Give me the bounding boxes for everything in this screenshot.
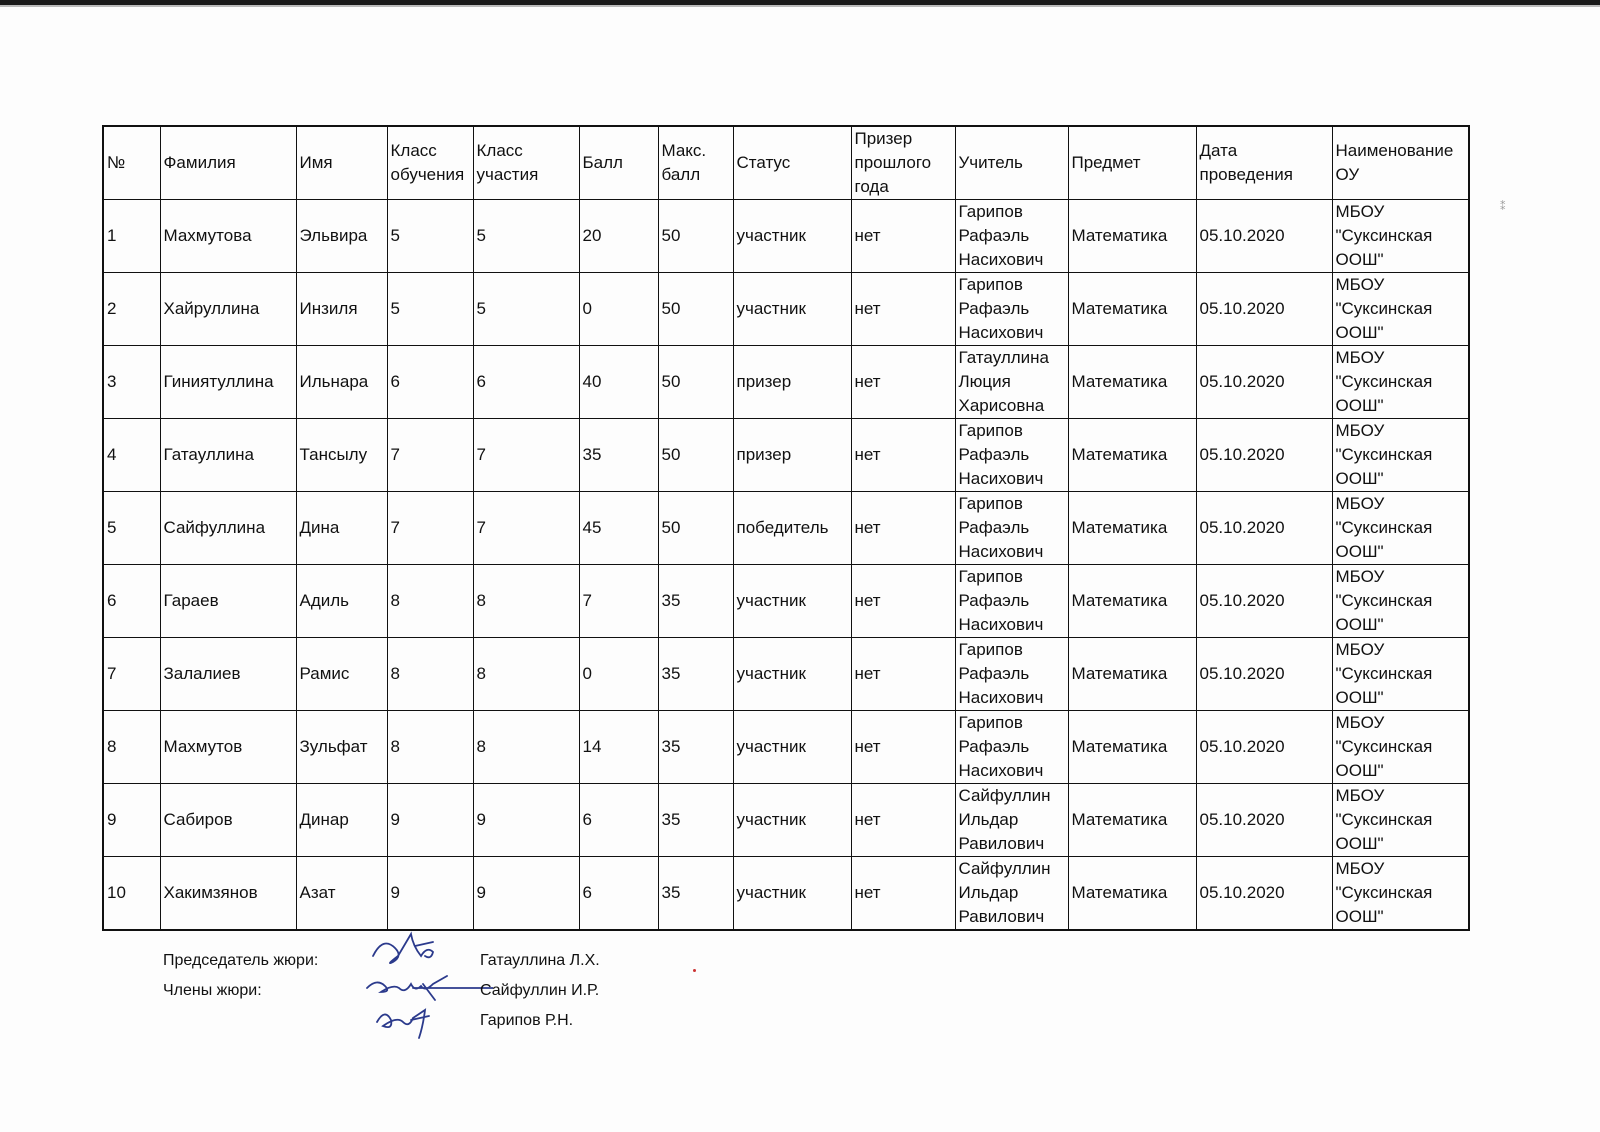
cell-study-grade: 7: [387, 419, 473, 492]
header-participation-grade: Класс участия: [473, 126, 579, 200]
cell-max-score: 50: [658, 200, 733, 273]
cell-subject: Математика: [1068, 419, 1196, 492]
cell-max-score: 35: [658, 857, 733, 931]
cell-date: 05.10.2020: [1196, 419, 1332, 492]
cell-score: 6: [579, 857, 658, 931]
cell-subject: Математика: [1068, 784, 1196, 857]
cell-last-year-prize: нет: [851, 638, 955, 711]
cell-date: 05.10.2020: [1196, 857, 1332, 931]
cell-teacher: Гарипов Рафаэль Насихович: [955, 711, 1068, 784]
cell-name: Эльвира: [296, 200, 387, 273]
cell-school: МБОУ "Суксинская ООШ": [1332, 565, 1469, 638]
cell-max-score: 50: [658, 492, 733, 565]
cell-date: 05.10.2020: [1196, 273, 1332, 346]
member-name: Гарипов Р.Н.: [480, 1012, 574, 1029]
cell-score: 20: [579, 200, 658, 273]
table-body: [103, 200, 1469, 931]
cell-teacher: Гарипов Рафаэль Насихович: [955, 419, 1068, 492]
cell-school: МБОУ "Суксинская ООШ": [1332, 492, 1469, 565]
cell-subject: Математика: [1068, 857, 1196, 931]
cell-study-grade: 5: [387, 200, 473, 273]
cell-last-year-prize: нет: [851, 784, 955, 857]
cell-study-grade: 8: [387, 565, 473, 638]
table-row: [103, 638, 1469, 711]
cell-teacher: Гарипов Рафаэль Насихович: [955, 638, 1068, 711]
cell-subject: Математика: [1068, 273, 1196, 346]
cell-last-year-prize: нет: [851, 565, 955, 638]
cell-participation-grade: 7: [473, 419, 579, 492]
cell-surname: Махмутова: [160, 200, 296, 273]
header-school: Наименование ОУ: [1332, 126, 1469, 200]
cell-score: 6: [579, 784, 658, 857]
cell-participation-grade: 7: [473, 492, 579, 565]
cell-name: Рамис: [296, 638, 387, 711]
cell-max-score: 35: [658, 711, 733, 784]
cell-status: участник: [733, 857, 851, 931]
cell-teacher: Сайфуллин Ильдар Равилович: [955, 857, 1068, 931]
scan-speck: ⁑: [1500, 201, 1506, 213]
cell-max-score: 50: [658, 419, 733, 492]
table-row: [103, 857, 1469, 931]
cell-name: Динар: [296, 784, 387, 857]
member-name: Сайфуллин И.Р.: [480, 982, 600, 999]
cell-surname: Залалиев: [160, 638, 296, 711]
cell-status: призер: [733, 419, 851, 492]
cell-name: Азат: [296, 857, 387, 931]
cell-study-grade: 6: [387, 346, 473, 419]
cell-number: 9: [103, 784, 160, 857]
header-number: №: [103, 126, 160, 200]
cell-status: участник: [733, 273, 851, 346]
cell-subject: Математика: [1068, 711, 1196, 784]
cell-status: участник: [733, 638, 851, 711]
cell-last-year-prize: нет: [851, 857, 955, 931]
cell-last-year-prize: нет: [851, 711, 955, 784]
signature-names: [480, 946, 680, 1036]
cell-number: 10: [103, 857, 160, 931]
cell-last-year-prize: нет: [851, 200, 955, 273]
cell-last-year-prize: нет: [851, 419, 955, 492]
cell-participation-grade: 5: [473, 200, 579, 273]
members-label: Члены жюри:: [163, 982, 262, 999]
cell-school: МБОУ "Суксинская ООШ": [1332, 419, 1469, 492]
cell-school: МБОУ "Суксинская ООШ": [1332, 784, 1469, 857]
cell-status: участник: [733, 784, 851, 857]
results-table: [102, 125, 1470, 931]
cell-max-score: 50: [658, 346, 733, 419]
scan-top-shadow: [0, 5, 1600, 7]
cell-participation-grade: 8: [473, 638, 579, 711]
chair-label: Председатель жюри:: [163, 952, 319, 969]
cell-score: 35: [579, 419, 658, 492]
cell-score: 45: [579, 492, 658, 565]
cell-score: 14: [579, 711, 658, 784]
cell-status: участник: [733, 565, 851, 638]
cell-study-grade: 9: [387, 784, 473, 857]
cell-teacher: Гарипов Рафаэль Насихович: [955, 565, 1068, 638]
cell-date: 05.10.2020: [1196, 711, 1332, 784]
table-row: [103, 419, 1469, 492]
cell-last-year-prize: нет: [851, 346, 955, 419]
ink-dot: [693, 969, 696, 972]
handwritten-signatures: [363, 926, 493, 1056]
cell-school: МБОУ "Суксинская ООШ": [1332, 200, 1469, 273]
cell-date: 05.10.2020: [1196, 346, 1332, 419]
cell-name: Инзиля: [296, 273, 387, 346]
cell-subject: Математика: [1068, 200, 1196, 273]
header-date: Дата проведения: [1196, 126, 1332, 200]
cell-max-score: 35: [658, 638, 733, 711]
cell-surname: Гараев: [160, 565, 296, 638]
cell-surname: Сабиров: [160, 784, 296, 857]
cell-teacher: Сайфуллин Ильдар Равилович: [955, 784, 1068, 857]
header-teacher: Учитель: [955, 126, 1068, 200]
chair-name: Гатауллина Л.Х.: [480, 952, 600, 969]
cell-subject: Математика: [1068, 492, 1196, 565]
cell-last-year-prize: нет: [851, 492, 955, 565]
cell-school: МБОУ "Суксинская ООШ": [1332, 857, 1469, 931]
cell-school: МБОУ "Суксинская ООШ": [1332, 273, 1469, 346]
cell-number: 8: [103, 711, 160, 784]
cell-score: 0: [579, 273, 658, 346]
cell-number: 6: [103, 565, 160, 638]
cell-status: участник: [733, 711, 851, 784]
cell-teacher: Гатауллина Люция Харисовна: [955, 346, 1068, 419]
cell-study-grade: 9: [387, 857, 473, 931]
cell-surname: Махмутов: [160, 711, 296, 784]
table-row: [103, 492, 1469, 565]
cell-school: МБОУ "Суксинская ООШ": [1332, 711, 1469, 784]
cell-date: 05.10.2020: [1196, 565, 1332, 638]
cell-subject: Математика: [1068, 565, 1196, 638]
cell-status: участник: [733, 200, 851, 273]
cell-participation-grade: 5: [473, 273, 579, 346]
header-name: Имя: [296, 126, 387, 200]
cell-study-grade: 7: [387, 492, 473, 565]
cell-status: призер: [733, 346, 851, 419]
cell-study-grade: 8: [387, 638, 473, 711]
cell-number: 5: [103, 492, 160, 565]
cell-surname: Хакимзянов: [160, 857, 296, 931]
cell-score: 40: [579, 346, 658, 419]
cell-teacher: Гарипов Рафаэль Насихович: [955, 200, 1068, 273]
header-surname: Фамилия: [160, 126, 296, 200]
cell-study-grade: 8: [387, 711, 473, 784]
cell-number: 1: [103, 200, 160, 273]
cell-date: 05.10.2020: [1196, 784, 1332, 857]
cell-number: 3: [103, 346, 160, 419]
cell-date: 05.10.2020: [1196, 492, 1332, 565]
cell-teacher: Гарипов Рафаэль Насихович: [955, 273, 1068, 346]
header-max-score: Макс. балл: [658, 126, 733, 200]
cell-status: победитель: [733, 492, 851, 565]
cell-number: 7: [103, 638, 160, 711]
cell-participation-grade: 6: [473, 346, 579, 419]
cell-number: 2: [103, 273, 160, 346]
cell-participation-grade: 9: [473, 857, 579, 931]
cell-name: Дина: [296, 492, 387, 565]
cell-subject: Математика: [1068, 346, 1196, 419]
header-row: [103, 126, 1469, 200]
cell-participation-grade: 8: [473, 565, 579, 638]
header-status: Статус: [733, 126, 851, 200]
cell-date: 05.10.2020: [1196, 200, 1332, 273]
cell-name: Ильнара: [296, 346, 387, 419]
cell-participation-grade: 8: [473, 711, 579, 784]
table-row: [103, 200, 1469, 273]
cell-surname: Гиниятуллина: [160, 346, 296, 419]
cell-surname: Хайруллина: [160, 273, 296, 346]
cell-name: Адиль: [296, 565, 387, 638]
cell-surname: Гатауллина: [160, 419, 296, 492]
cell-surname: Сайфуллина: [160, 492, 296, 565]
header-score: Балл: [579, 126, 658, 200]
cell-last-year-prize: нет: [851, 273, 955, 346]
table-row: [103, 784, 1469, 857]
cell-school: МБОУ "Суксинская ООШ": [1332, 638, 1469, 711]
table-row: [103, 273, 1469, 346]
cell-name: Тансылу: [296, 419, 387, 492]
cell-max-score: 35: [658, 565, 733, 638]
cell-study-grade: 5: [387, 273, 473, 346]
table-row: [103, 346, 1469, 419]
header-last-year-prize: Призер прошлого года: [851, 126, 955, 200]
cell-name: Зульфат: [296, 711, 387, 784]
cell-score: 7: [579, 565, 658, 638]
cell-number: 4: [103, 419, 160, 492]
cell-participation-grade: 9: [473, 784, 579, 857]
cell-max-score: 50: [658, 273, 733, 346]
cell-date: 05.10.2020: [1196, 638, 1332, 711]
header-subject: Предмет: [1068, 126, 1196, 200]
cell-max-score: 35: [658, 784, 733, 857]
table-row: [103, 565, 1469, 638]
cell-subject: Математика: [1068, 638, 1196, 711]
cell-score: 0: [579, 638, 658, 711]
table-row: [103, 711, 1469, 784]
cell-teacher: Гарипов Рафаэль Насихович: [955, 492, 1068, 565]
cell-school: МБОУ "Суксинская ООШ": [1332, 346, 1469, 419]
signature-labels: [163, 946, 383, 1006]
header-study-grade: Класс обучения: [387, 126, 473, 200]
